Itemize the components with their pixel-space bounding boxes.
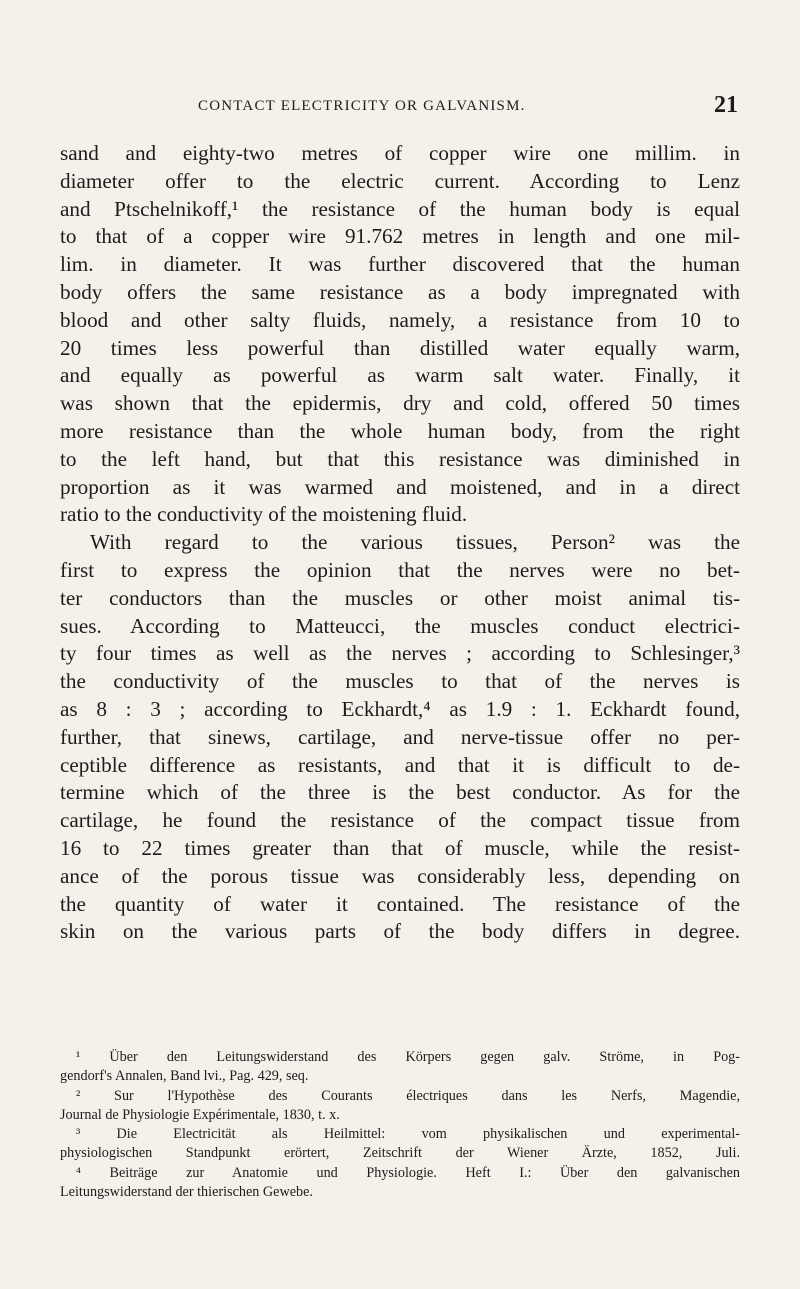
body-line: and Ptschelnikoff,¹ the resistance of the human body is equal [60, 196, 740, 221]
footnote-line: ⁴ Beiträge zur Anatomie und Physiologie. Heft I.: Über den galvanischen [76, 1164, 740, 1181]
body-line: further, that sinews, cartilage, and nerve-tissue offer no per- [60, 724, 740, 749]
body-line: body offers the same resistance as a body impregnated with [60, 279, 740, 304]
footnote-line: Leitungswiderstand der thierischen Gewebe. [60, 1184, 313, 1201]
running-head: CONTACT ELECTRICITY OR GALVANISM. [198, 98, 526, 114]
body-line: With regard to the various tissues, Person² was the [90, 530, 740, 555]
body-line: to the left hand, but that this resistance was diminished in [60, 446, 740, 471]
body-line: and equally as powerful as warm salt water. Finally, it [60, 363, 740, 388]
footnote-line: ¹ Über den Leitungswiderstand des Körpers gegen galv. Ströme, in Pog- [76, 1049, 740, 1065]
page-number: 21 [714, 92, 738, 118]
footnote-line: ³ Die Electricität als Heilmittel: vom physikalischen und experimental- [76, 1126, 740, 1143]
body-line: diameter offer to the electric current. According to Lenz [60, 168, 740, 193]
footnotes [60, 1048, 740, 1202]
body-line: the quantity of water it contained. The resistance of the [60, 891, 740, 916]
body-line: 16 to 22 times greater than that of muscle, while the resist- [60, 835, 740, 860]
footnote-line: ² Sur l'Hypothèse des Courants électriques dans les Nerfs, Magendie, [76, 1087, 740, 1104]
body-line: more resistance than the whole human body, from the right [60, 418, 740, 443]
body-line: termine which of the three is the best conductor. As for the [60, 780, 740, 805]
body-line: cartilage, he found the resistance of the compact tissue from [60, 808, 740, 833]
body-text [60, 140, 740, 946]
body-line: as 8 : 3 ; according to Eckhardt,⁴ as 1.9 : 1. Eckhardt found, [60, 696, 740, 721]
page-header [198, 92, 738, 122]
body-line: first to express the opinion that the nerves were no bet- [60, 557, 740, 582]
footnote-line: Journal de Physiologie Expérimentale, 1830, t. x. [60, 1106, 340, 1123]
body-line: the conductivity of the muscles to that of the nerves is [60, 669, 740, 694]
body-line: blood and other salty fluids, namely, a resistance from 10 to [60, 307, 740, 332]
body-line: ratio to the conductivity of the moistening fluid. [60, 502, 468, 527]
body-line: sand and eighty-two metres of copper wire one millim. in [60, 141, 740, 165]
body-line: proportion as it was warmed and moistened, and in a direct [60, 474, 740, 499]
body-line: skin on the various parts of the body differs in degree. [60, 919, 740, 944]
body-line: to that of a copper wire 91.762 metres in length and one mil- [60, 224, 740, 249]
body-line: ter conductors than the muscles or other moist animal tis- [60, 585, 740, 610]
body-line: ance of the porous tissue was considerably less, depending on [60, 863, 740, 888]
body-line: sues. According to Matteucci, the muscles conduct electrici- [60, 613, 740, 638]
body-line: 20 times less powerful than distilled water equally warm, [60, 335, 740, 360]
body-line: lim. in diameter. It was further discovered that the human [60, 252, 740, 277]
footnote-line: physiologischen Standpunkt erörtert, Zeitschrift der Wiener Ärzte, 1852, Juli. [60, 1145, 740, 1162]
footnote-line: gendorf's Annalen, Band lvi., Pag. 429, seq. [60, 1068, 309, 1085]
body-line: ceptible difference as resistants, and that it is difficult to de- [60, 752, 740, 777]
body-line: ty four times as well as the nerves ; according to Schlesinger,³ [60, 641, 740, 666]
body-line: was shown that the epidermis, dry and cold, offered 50 times [60, 391, 740, 416]
